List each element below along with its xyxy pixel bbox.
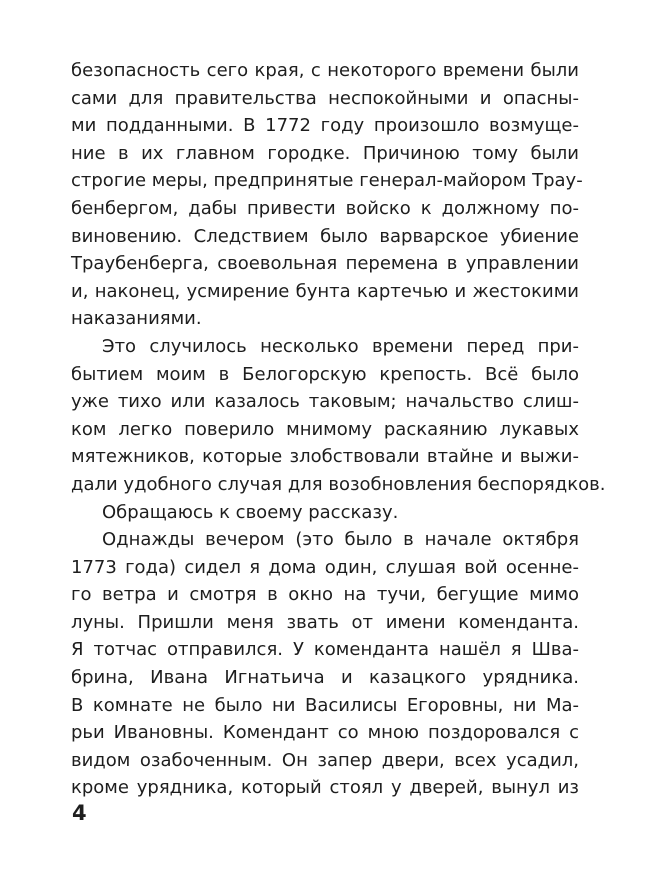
paragraph-4: [71, 526, 579, 802]
text-line: Однажды вечером (это было в начале октября: [102, 529, 579, 551]
text-line: безопасность сего края, с некоторого времени были: [71, 60, 579, 81]
text-line: ми подданными. В 1772 году произошло возмуще-: [71, 115, 579, 137]
text-line: и, наконец, усмирение бунта картечью и жестокими: [71, 280, 579, 302]
text-line: луны. Пришли меня звать от имени коменданта.: [71, 611, 579, 633]
text-line: В комнате не было ни Василисы Егоровны, ни Ма-: [71, 694, 579, 716]
text-line: 1773 года) сидел я дома один, слушая вой осенне-: [71, 556, 579, 578]
text-line: дали удобного случая для возобновления беспорядков.: [71, 473, 606, 495]
text-line: ком легко поверило мнимому раскаянию лукавых: [71, 418, 579, 440]
text-line: виновению. Следствием было варварское убиение: [71, 225, 579, 247]
text-line: го ветра и смотря в окно на тучи, бегущие мимо: [71, 584, 579, 606]
text-line: уже тихо или казалось таковым; начальство слиш-: [71, 391, 579, 413]
text-line: Я тотчас отправился. У коменданта нашёл я Шва-: [71, 639, 579, 661]
text-line: наказаниями.: [71, 308, 202, 330]
page-body: [71, 57, 606, 802]
text-line: Это случилось несколько времени перед при-: [102, 335, 579, 357]
text-line: сами для правительства неспокойными и опасны-: [71, 87, 579, 109]
paragraph-2: [71, 333, 606, 499]
text-line: ние в их главном городке. Причиною тому были: [71, 142, 579, 164]
text-line: Траубенберга, своевольная перемена в управлении: [71, 253, 579, 275]
text-line: бытием моим в Белогорскую крепость. Всё было: [71, 363, 579, 385]
paragraph-3: [71, 499, 579, 527]
text-line: брина, Ивана Игнатьича и казацкого урядника.: [71, 667, 579, 689]
text-line: строгие меры, предпринятые генерал-майором Трау-: [71, 170, 583, 192]
text-line: видом озабоченным. Он запер двери, всех усадил,: [71, 749, 579, 771]
text-line: бенбергом, дабы привести войско к должному по-: [71, 197, 579, 219]
text-line: рьи Ивановны. Комендант со мною поздоровался с: [71, 722, 579, 744]
paragraph-1: [71, 57, 583, 333]
text-line: мятежников, которые злобствовали втайне и выжи-: [71, 446, 579, 468]
text-line: Обращаюсь к своему рассказу.: [102, 501, 399, 523]
page-number: 4: [72, 801, 87, 825]
text-line: кроме урядника, который стоял у дверей, вынул из: [71, 777, 579, 799]
